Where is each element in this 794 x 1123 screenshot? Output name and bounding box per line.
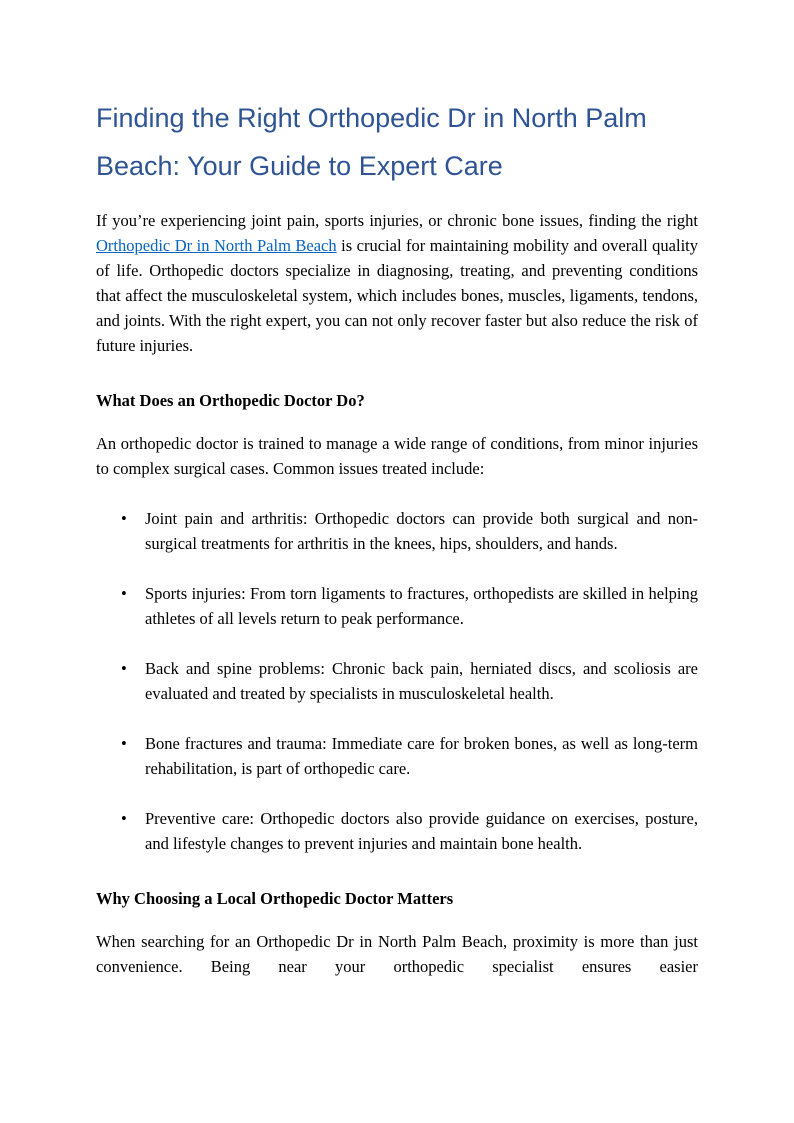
intro-text-before-link: If you’re experiencing joint pain, sports injuries, or chronic bone issues, finding the right	[96, 211, 698, 230]
section2-paragraph: When searching for an Orthopedic Dr in North Palm Beach, proximity is more than just convenience. Being near your orthopedic specialist ensures easier	[96, 932, 698, 976]
intro-paragraph	[96, 208, 698, 358]
section-heading-why-local-doctor-matters: Why Choosing a Local Orthopedic Doctor Matters	[96, 889, 454, 908]
list-item-back-spine: • Back and spine problems: Chronic back pain, herniated discs, and scoliosis are evaluated and treated by specialists in musculoskeletal health.	[145, 656, 698, 706]
intro-text-after-link: is crucial for maintaining mobility and overall quality of life. Orthopedic doctors specialize in diagnosing, treating, and preventing conditions that affect the musculoskeletal system, which includes bones, muscles, ligaments, tendons, and joints. With the right expert, you can not only recover faster but also reduce the risk of future injuries.	[96, 236, 699, 355]
section-heading-what-does-orthopedic-doctor-do: What Does an Orthopedic Doctor Do?	[96, 391, 365, 410]
list-item-joint-pain: • Joint pain and arthritis: Orthopedic doctors can provide both surgical and non-surgical treatments for arthritis in the knees, hips, shoulders, and hands.	[145, 506, 698, 556]
conditions-bullet-list	[96, 506, 698, 856]
orthopedic-dr-link[interactable]: Orthopedic Dr in North Palm Beach	[96, 236, 337, 255]
list-item-preventive-care: • Preventive care: Orthopedic doctors also provide guidance on exercises, posture, and lifestyle changes to prevent injuries and maintain bone health.	[145, 806, 698, 856]
list-item-sports-injuries: • Sports injuries: From torn ligaments to fractures, orthopedists are skilled in helping athletes of all levels return to peak performance.	[145, 581, 698, 631]
document-title: Finding the Right Orthopedic Dr in North Palm Beach: Your Guide to Expert Care	[96, 103, 647, 181]
list-item-bone-fractures: • Bone fractures and trauma: Immediate care for broken bones, as well as long-term rehabilitation, is part of orthopedic care.	[145, 731, 698, 781]
section1-intro-paragraph: An orthopedic doctor is trained to manage a wide range of conditions, from minor injuries to complex surgical cases. Common issues treated include:	[96, 434, 698, 478]
